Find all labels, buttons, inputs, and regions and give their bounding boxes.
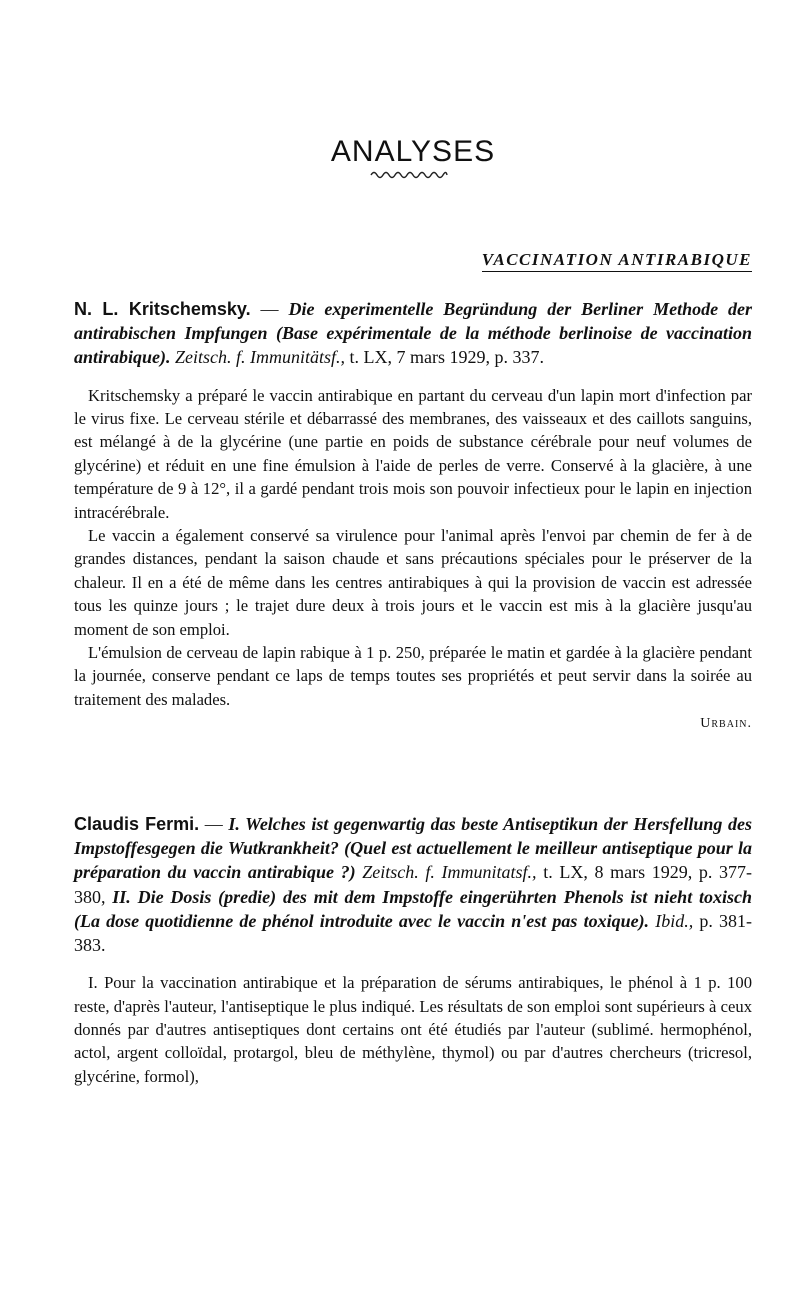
wavy-ornament-icon — [369, 166, 449, 180]
page-title: ANALYSES — [330, 135, 496, 169]
french-title: (La dose quotidienne de phénol introduite avec le vaccin n'est pas toxique). — [74, 910, 650, 931]
journal-name: Zeitsch. f. Immunitatsf., — [362, 862, 537, 883]
entry-body — [74, 384, 752, 736]
french-title: (Quel est actuellement le meilleur antiseptique pour la préparation du vaccin antirabique ?) — [74, 838, 752, 883]
journal-name: Zeitsch. f. Immunitätsf., — [175, 347, 346, 368]
review-entry — [74, 812, 752, 1088]
french-title: (Base expérimentale de la méthode berlinoise de vaccination antirabique). — [74, 323, 753, 368]
author-name: Claudis Fermi. — [74, 814, 200, 834]
citation: p. 381-383. — [74, 910, 753, 956]
paragraph: I. Pour la vaccination antirabique et la préparation de sérums antirabiques, le phénol à 1 p. 100 reste, d'après l'auteur, l'antiseptique le plus indiqué. Les résultats de son emploi sont supérieurs à ceux donnés par d'autres antiseptiques dont certains ont été étudiés par l'auteur (sublimé. hermophénol, actol, argent colloïdal, protargol, bleu de méthylène, thymol) ou par d'autres chercheurs (tricresol, glycérine, formol), — [74, 973, 752, 1086]
paragraph: Le vaccin a également conservé sa virulence pour l'animal après l'envoi par chemin de fer à de grandes distances, pendant la saison chaude et sans précautions spéciales pour le préserver de la chaleur. Il en a été de même dans les centres antirabiques à qui la provision de vaccin est adressée tous les quinze jours ; le trajet dure deux à trois jours et le vaccin est mis à la glacière jusqu'au moment de son emploi. — [74, 526, 752, 639]
reviewer-signature: Urbain. — [700, 716, 752, 732]
paragraph: Kritschemsky a préparé le vaccin antirabique en partant du cerveau d'un lapin mort d'infection par le virus fixe. Le cerveau stérile et débarrassé des membranes, des vaisseaux et des caillots sanguins, est mélangé à de la glycérine (une partie en poids de substance cérébrale pour neuf volumes de glycérine) et réduit en une fine émulsion à l'aide de perles de verre. Conservé à la glacière, à une température de 9 à 12°, il a gardé pendant trois mois son pouvoir infectieux pour le lapin en injection intracérébrale. — [74, 385, 752, 522]
author-name: N. L. Kritschemsky. — [74, 299, 251, 319]
paragraph: L'émulsion de cerveau de lapin rabique à 1 p. 250, préparée le matin et gardée à la glacière pendant la journée, conserve pendant ce laps de temps toutes ses propriétés et peut servir dans la soirée au traitement des malades. — [74, 643, 752, 709]
section-rubric: VACCINATION ANTIRABIQUE — [482, 250, 752, 272]
review-entry — [74, 297, 752, 735]
entry-heading: Claudis Fermi. — I. Welches ist gegenwartig das beste Antiseptikun der Hersfellung des Impstoffesgegen die Wutkrankheit? (Quel est actuellement le meilleur antiseptique pour la préparation du vaccin antirabique ?) Zeitsch. f. Immunitatsf., t. LX, 8 mars 1929, p. 377-380, II. Die Dosis (predie) des mit dem Impstoffe eingerührten Phenols ist nieht toxisch (La dose quotidienne de phénol introduite avec le vaccin n'est pas toxique). Ibid., p. 381-383. — [74, 814, 753, 956]
german-title: I. Welches ist gegenwartig das beste Antiseptikun der Hersfellung des Impstoffesgegen die Wutkrankheit? — [74, 814, 753, 859]
german-title: II. Die Dosis (predie) des mit dem Impstoffe eingerührten Phenols ist nieht toxisch — [112, 886, 752, 907]
german-title: Die experimentelle Begründung der Berliner Methode der antirabischen Impfungen — [74, 299, 753, 344]
entry-body — [74, 971, 752, 1088]
citation: t. LX, 7 mars 1929, p. 337. — [349, 347, 544, 368]
entry-heading: N. L. Kritschemsky. — Die experimentelle Begründung der Berliner Methode der antirabischen Impfungen (Base expérimentale de la méthode berlinoise de vaccination antirabique). Zeitsch. f. Immunitätsf., t. LX, 7 mars 1929, p. 337. — [74, 299, 753, 368]
journal-name: Ibid., — [655, 910, 694, 931]
citation: t. LX, 8 mars 1929, p. 377-380, — [74, 862, 753, 907]
